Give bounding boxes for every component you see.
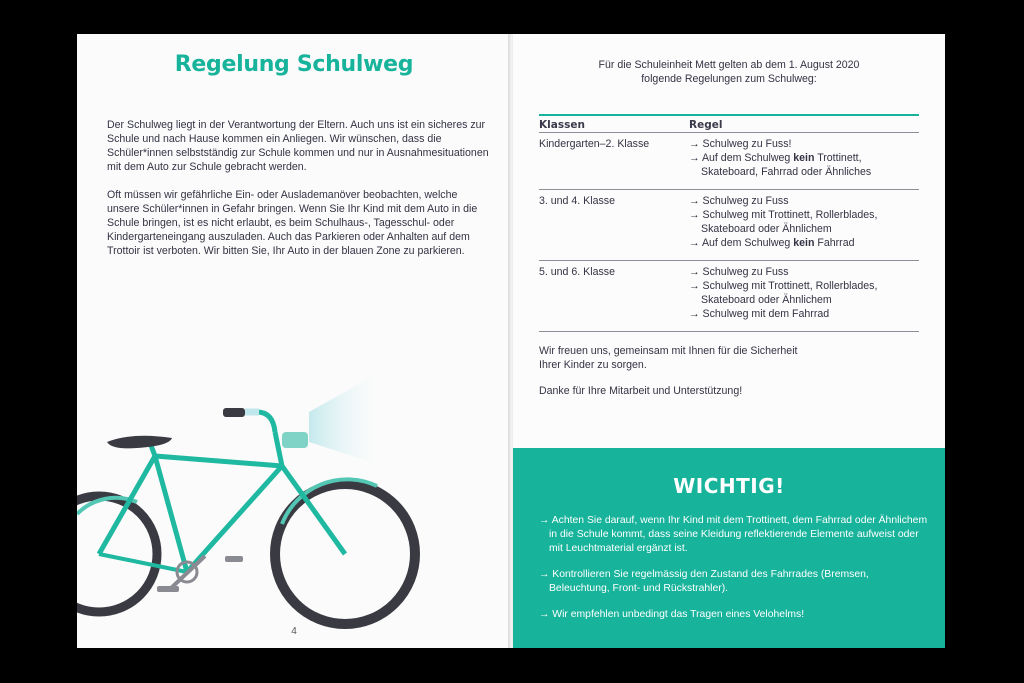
arrow-icon: → (689, 152, 702, 164)
left-page (77, 34, 511, 648)
rule-item: → Schulweg zu Fuss (689, 266, 789, 278)
wichtig-title: WICHTIG! (673, 474, 785, 498)
arrow-icon: → (689, 266, 703, 278)
rule-item: → Schulweg zu Fuss! (689, 138, 792, 150)
arrow-icon: → (689, 138, 703, 150)
row-klasse: Kindergarten–2. Klasse (539, 138, 650, 150)
arrow-icon: → (689, 195, 703, 207)
rule-item: → Schulweg mit Trottinett, Rollerblades, Skateboard oder Ähnlichem (689, 209, 878, 235)
closing-text: Wir freuen uns, gemeinsam mit Ihnen für die Sicherheit Ihrer Kinder zu sorgen. (539, 345, 798, 371)
table-bottom-rule (539, 331, 919, 332)
arrow-icon: → (539, 609, 553, 620)
wichtig-item: → Achten Sie darauf, wenn Ihr Kind mit dem Trottinett, dem Fahrrad oder Ähnlichem in die Schule kommt, dass seine Kleidung reflektierende Elemente aufweist oder mit Leuchtmaterial ergänzt ist. (539, 515, 928, 554)
rule-item: → Auf dem Schulweg kein Trottinett, Skateboard, Fahrrad oder Ähnliches (689, 152, 872, 178)
wichtig-item: → Kontrollieren Sie regelmässig den Zustand des Fahrrades (Bremsen, Beleuchtung, Front- und Rückstrahler). (539, 569, 869, 594)
table-row (539, 132, 919, 189)
rule-item: → Schulweg zu Fuss (689, 195, 789, 207)
arrow-icon: → (689, 237, 702, 249)
arrow-icon: → (689, 209, 703, 221)
arrow-icon: → (689, 280, 703, 292)
bicycle-icon (77, 354, 511, 648)
table-row (539, 189, 919, 260)
page-title: Regelung Schulweg (174, 52, 414, 77)
wichtig-item: → Wir empfehlen unbedingt das Tragen eines Velohelms! (539, 609, 805, 620)
intro-paragraph: Der Schulweg liegt in der Verantwortung der Eltern. Auch uns ist ein sicheres zur Schule und nach Hause kommen ein Anliegen. Wir wünschen, dass die Schüler*innen selbstständig zur Schule kommen und nur in Ausnahmesituationen mit dem Auto zur Schule gebracht werden. (107, 119, 489, 173)
row-rules (689, 137, 919, 179)
rule-item: → Schulweg mit Trottinett, Rollerblades, Skateboard oder Ähnlichem (689, 280, 878, 306)
table-header (539, 116, 919, 132)
row-rules (689, 265, 919, 321)
row-klasse: 3. und 4. Klasse (539, 195, 615, 207)
wichtig-box (513, 448, 945, 648)
rules-intro: Für die Schuleinheit Mett gelten ab dem 1. August 2020 folgende Regelungen zum Schulweg: (598, 59, 860, 85)
arrow-icon: → (689, 308, 703, 320)
table-row (539, 260, 919, 331)
page-number: 4 (291, 626, 297, 637)
rules-table (539, 114, 919, 332)
row-rules (689, 194, 919, 250)
rule-item: → Schulweg mit dem Fahrrad (689, 308, 830, 320)
arrow-icon: → (539, 569, 553, 580)
col-header-regel: Regel (689, 119, 723, 131)
thanks-text: Danke für Ihre Mitarbeit und Unterstützung! (539, 385, 743, 397)
row-klasse: 5. und 6. Klasse (539, 266, 615, 278)
right-page (513, 34, 945, 648)
col-header-klassen: Klassen (539, 119, 585, 131)
parking-paragraph: Oft müssen wir gefährliche Ein- oder Auslademanöver beobachten, welche unsere Schüler*innen in Gefahr bringen. Wenn Sie Ihr Kind mit dem Auto in die Schule bringen, ist es nicht erlaubt, es beim Schulhaus-, Tagesschul- oder Kindergarteneingang auszuladen. Auch das Parkieren oder Anhalten auf dem Trottoir ist verboten. Wir bitten Sie, Ihr Auto in der blauen Zone zu parkieren. (107, 189, 478, 257)
arrow-icon: → (539, 515, 552, 526)
rule-item: → Auf dem Schulweg kein Fahrrad (689, 237, 855, 249)
